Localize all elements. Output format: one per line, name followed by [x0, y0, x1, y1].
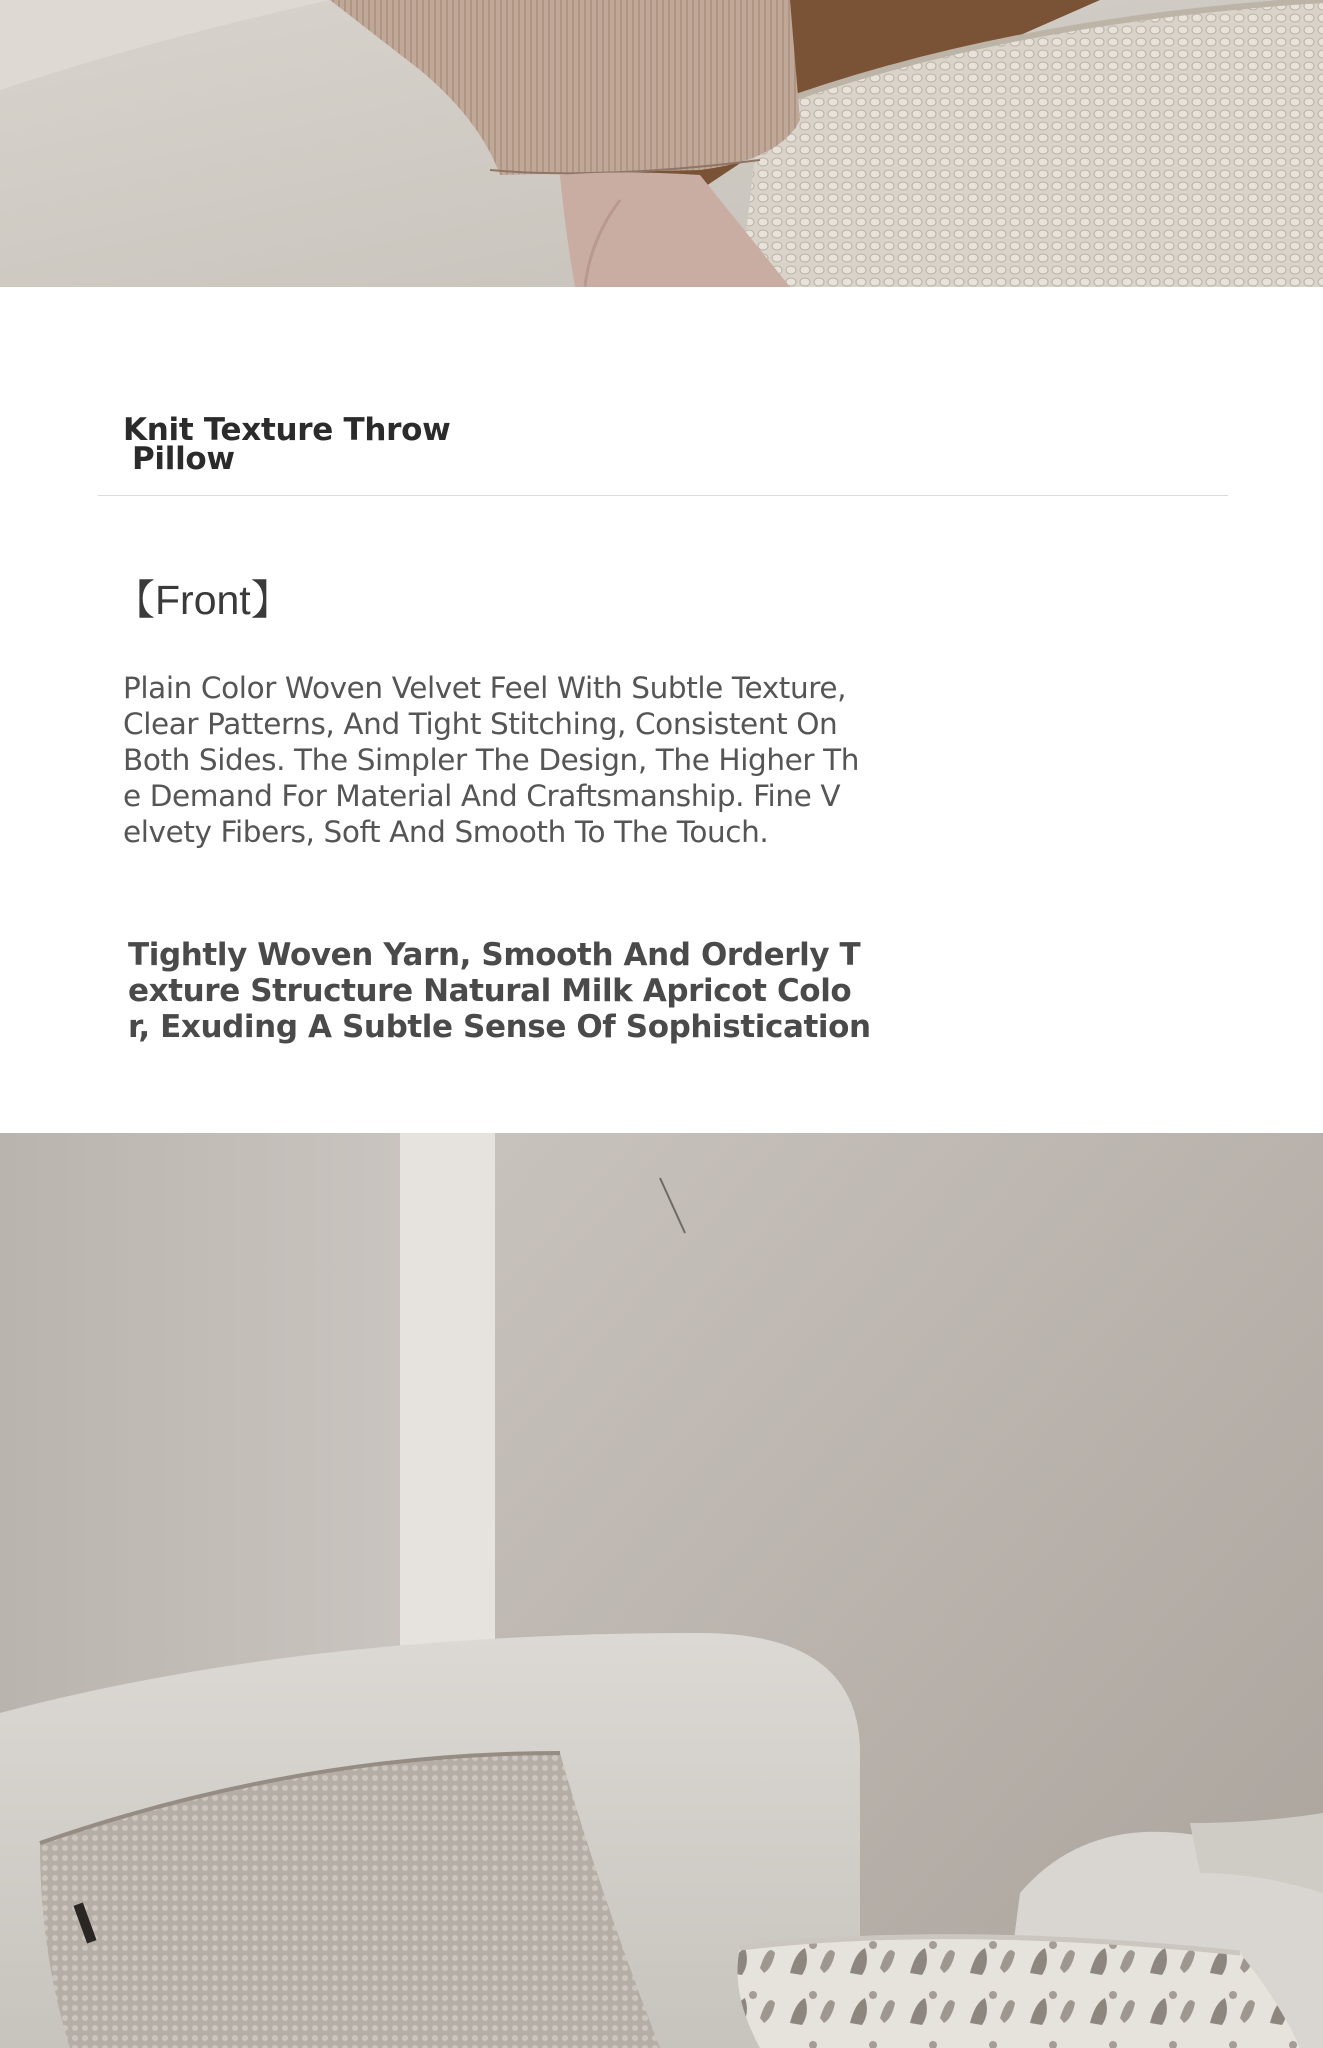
top-product-photo — [0, 0, 1323, 287]
product-title-line-1: Knit Texture Throw — [123, 412, 451, 448]
description-line: elvety Fibers, Soft And Smooth To The Touch. — [123, 815, 769, 849]
title-divider — [98, 495, 1228, 496]
description-line: Both Sides. The Simpler The Design, The Higher Th — [123, 743, 859, 777]
front-description — [123, 670, 933, 850]
product-description-panel — [0, 287, 1323, 1133]
product-title — [123, 412, 483, 477]
highlight-line: exture Structure Natural Milk Apricot Colo — [128, 973, 852, 1009]
description-line: Plain Color Woven Velvet Feel With Subtle Texture, — [123, 671, 847, 705]
bottom-product-photo — [0, 1133, 1323, 2048]
knit-sleeve-and-rug-image — [0, 0, 1323, 287]
description-line: e Demand For Material And Craftsmanship. Fine V — [123, 779, 841, 813]
front-section-heading: 【Front】 — [114, 577, 292, 623]
front-highlight-text — [128, 937, 928, 1045]
highlight-line: Tightly Woven Yarn, Smooth And Orderly T — [128, 937, 861, 973]
product-title-line-2: Pillow — [132, 441, 235, 477]
description-line: Clear Patterns, And Tight Stitching, Consistent On — [123, 707, 838, 741]
sofa-with-pillows-image — [0, 1133, 1323, 2048]
highlight-line: r, Exuding A Subtle Sense Of Sophistication — [128, 1009, 871, 1045]
